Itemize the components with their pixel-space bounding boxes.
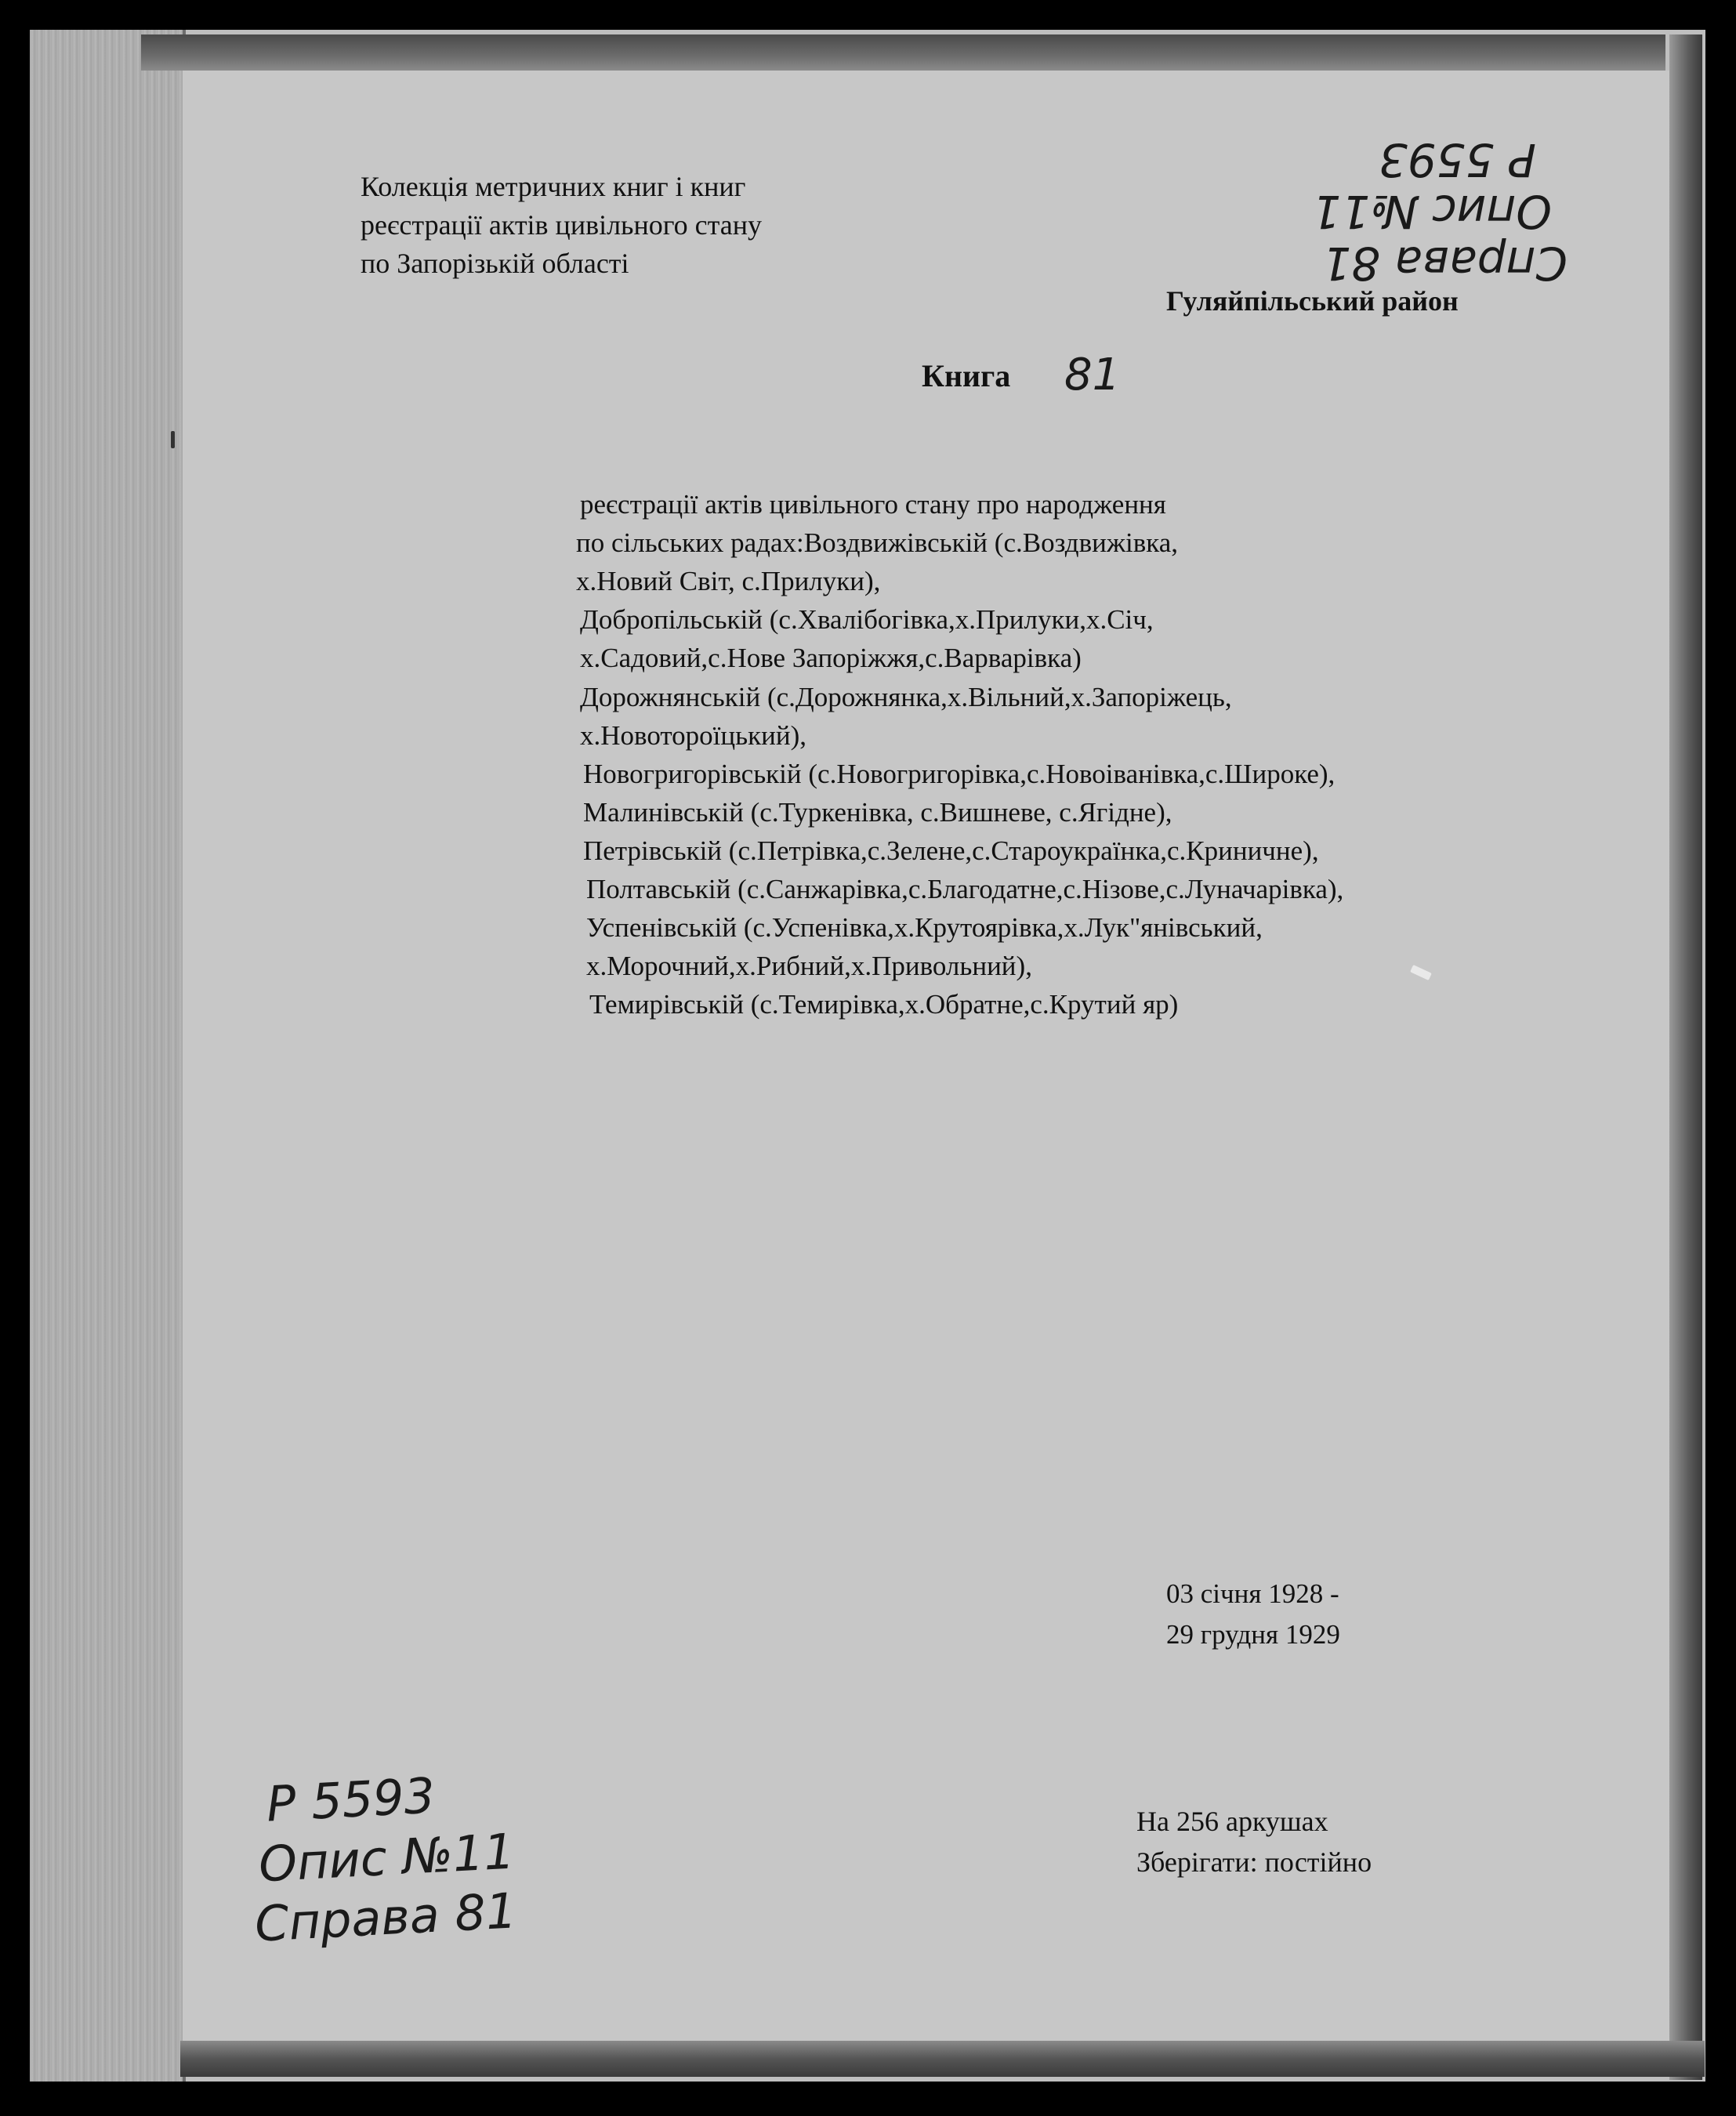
archive-bottom-sprava: Справа 81 <box>253 1882 518 1953</box>
description-line-14: Темирівській (с.Темирівка,х.Обратне,с.Крутий яр) <box>589 989 1179 1020</box>
date-start: 03 січня 1928 - <box>1166 1578 1339 1609</box>
description-line-2: по сільських радах:Воздвижівській (с.Воздвижівка, <box>576 527 1179 558</box>
collection-line-1: Колекція метричних книг і книг <box>361 171 746 202</box>
collection-line-3: по Запорізькій області <box>361 248 629 279</box>
cover-right-edge <box>1669 34 1702 2080</box>
description-line-4: Добропільській (с.Хвалібогівка,х.Прилуки,х.Січ, <box>580 604 1154 635</box>
book-label: Книга <box>922 358 1011 393</box>
archive-top-fond: Р 5593 <box>1378 133 1536 187</box>
archive-note-top <box>1270 133 1583 290</box>
date-end: 29 грудня 1929 <box>1166 1619 1340 1650</box>
archive-bottom-fond: Р 5593 <box>265 1766 437 1833</box>
description-line-13: х.Морочний,х.Рибний,х.Привольний), <box>586 951 1032 981</box>
storage-note: Зберігати: постійно <box>1136 1846 1372 1878</box>
description-line-11: Полтавській (с.Санжарівка,с.Благодатне,с.Нізове,с.Луначарівка), <box>586 874 1344 904</box>
description-line-10: Петрівській (с.Петрівка,с.Зелене,с.Староукраїнка,с.Криничне), <box>583 835 1319 866</box>
description-line-3: х.Новий Світ, с.Прилуки), <box>576 566 881 596</box>
cloth-binding-spine <box>30 30 186 2082</box>
description-line-6: Дорожнянській (с.Дорожнянка,х.Вільний,х.Запоріжець, <box>580 682 1232 712</box>
archive-top-opys: Опис №11 <box>1312 185 1552 238</box>
cover-bottom-edge <box>180 2041 1705 2077</box>
description-line-9: Малинівській (с.Туркенівка, с.Вишневе, с.Ягідне), <box>583 797 1172 828</box>
archive-bottom-opys: Опис №11 <box>257 1822 516 1893</box>
sheets-count: На 256 аркушах <box>1136 1806 1328 1837</box>
binding-mark <box>171 431 175 448</box>
cover-top-edge <box>141 34 1665 71</box>
description-line-1: реєстрації актів цивільного стану про народження <box>580 489 1166 520</box>
book-number-handwritten: 81 <box>1064 350 1121 400</box>
description-line-5: х.Садовий,с.Нове Запоріжжя,с.Варварівка) <box>580 643 1082 673</box>
description-line-12: Успенівській (с.Успенівка,х.Крутоярівка,х.Лук"янівський, <box>586 912 1263 943</box>
district-label: Гуляйпільський район <box>1166 285 1459 317</box>
description-line-7: х.Новотороїцький), <box>580 720 806 751</box>
collection-line-2: реєстрації актів цивільного стану <box>361 209 762 241</box>
description-line-8: Новогригорівській (с.Новогригорівка,с.Новоіванівка,с.Широке), <box>583 759 1336 789</box>
archive-top-sprava: Справа 81 <box>1322 237 1567 290</box>
